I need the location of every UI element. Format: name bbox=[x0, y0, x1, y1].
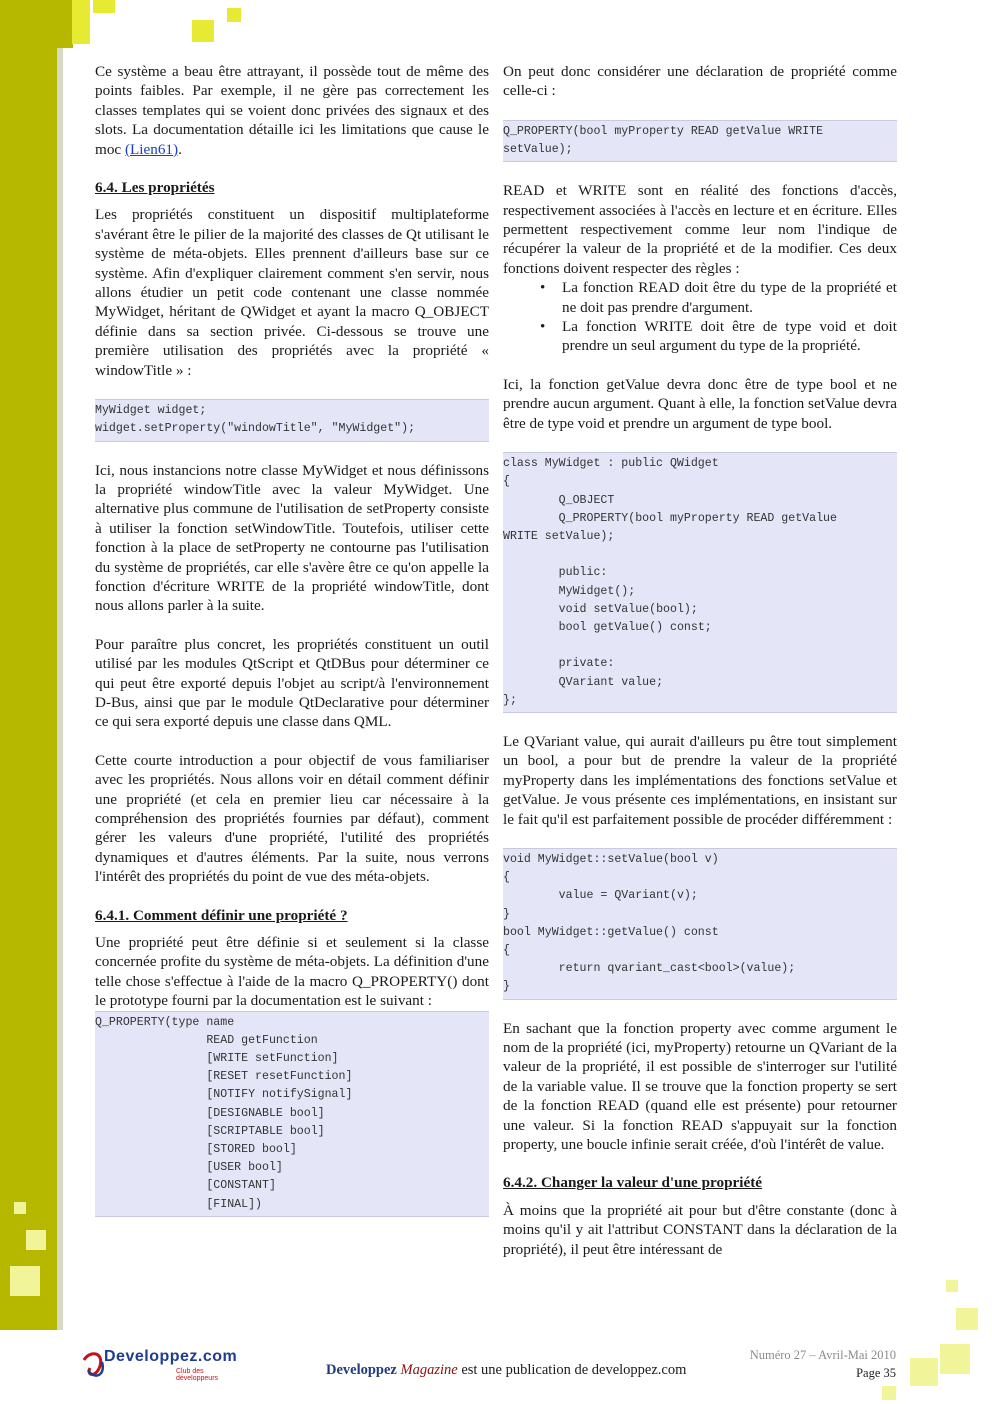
brand-magazine: Magazine bbox=[400, 1362, 458, 1378]
code-block: MyWidget widget; widget.setProperty("windowTitle", "MyWidget"); bbox=[95, 399, 489, 441]
code-block: Q_PROPERTY(type name READ getFunction [WRITE setFunction] [RESET resetFunction] [NOTIFY notifySignal] [DESIGNABLE bool] [SCRIPTABLE bool] [STORED bool] [USER bool] [CONSTANT] [FINAL]) bbox=[95, 1011, 489, 1217]
decor-square bbox=[910, 1358, 938, 1386]
paragraph: Ici, nous instancions notre classe MyWidget et nous définissons la propriété windowTitle avec la valeur MyWidget. Une alternative plus commune de l'utilisation de setProperty consiste à utiliser la fonction setWindowTitle. Toutefois, utiliser cette fonction à la place de setProperty ne contourne pas l'utilisation du système de propriétés, car elle s'avère être ce qu'on appelle la fonction d'écriture WRITE de la propriété windowTitle, dont nous allons parler à la suite. bbox=[95, 461, 489, 615]
decor-square bbox=[10, 1266, 40, 1296]
paragraph: Ici, la fonction getValue devra donc être de type bool et ne prendre aucun argument. Quant à elle, la fonction setValue devra être de type void et prendre un argument de type bool. bbox=[503, 375, 898, 432]
footer-tagline: est une publication de developpez.com bbox=[457, 1362, 687, 1378]
section-heading-6-4-2: 6.4.2. Changer la valeur d'une propriété bbox=[503, 1174, 763, 1192]
decor-square bbox=[882, 1386, 896, 1400]
decor-square bbox=[72, 0, 90, 44]
footer-issue-info bbox=[750, 1346, 896, 1382]
paragraph: Pour paraître plus concret, les propriétés constituent un outil utilisé par les modules QtScript et QtDBus pour déterminer ce qui peut être exporté depuis l'objet au script/à l'environnement D-Bus, ainsi que par le module QtDeclarative pour déterminer ce qui sera exporté depuis une classe dans QML. bbox=[95, 635, 489, 731]
left-column bbox=[95, 62, 489, 1217]
right-column bbox=[503, 62, 897, 1259]
paragraph: Une propriété peut être définie si et seulement si la classe concernée profite du système de méta-objets. La définition d'une telle chose s'effectue à l'aide de la macro Q_PROPERTY() dont le prototype fourni par la documentation est le suivant : bbox=[95, 934, 489, 1010]
lien61-link[interactable]: (Lien61) bbox=[124, 140, 179, 158]
developpez-logo bbox=[80, 1346, 240, 1386]
list-item: • La fonction WRITE doit être de type void et doit prendre un seul argument du type de la propriété. bbox=[540, 317, 897, 356]
logo-subtext: Club des développeurs bbox=[176, 1368, 219, 1382]
paragraph: En sachant que la fonction property avec comme argument le nom de la propriété (ici, myProperty) retourne un QVariant de la valeur de la propriété, il est possible de s'interroger sur l'utilité de la variable value. Il se trouve que la fonction property se sert de la fonction READ (quand elle est présente) pour retourner une valeur. Si la fonction READ s'appuyait sur la fonction property, une boucle infinie serait créée, d'où l'intérêt de value. bbox=[503, 1019, 897, 1154]
paragraph: Ce système a beau être attrayant, il possède tout de même des points faibles. Par exemple, il ne gère pas correctement les classes templates qui se voient donc privées des signaux et des slots. La documentation détaille ici les limitations que cause le moc (Lien61). bbox=[95, 63, 489, 158]
paragraph: Les propriétés constituent un dispositif multiplateforme s'avérant être le pilier de la majorité des classes de Qt utilisant le système de méta-objets. Elles prennent d'ailleurs base sur ce système. Afin d'expliquer clairement comment s'en servir, nous allons étudier un petit code contenant une classe nommée MyWidget, héritant de QWidget et ayant la macro Q_OBJECT définie dans sa section privée. Ci-dessous se trouve une première utilisation des propriétés avec la propriété « windowTitle » : bbox=[95, 206, 489, 379]
decor-square bbox=[93, 0, 115, 13]
decor-square bbox=[14, 1202, 26, 1214]
code-block: class MyWidget : public QWidget { Q_OBJECT Q_PROPERTY(bool myProperty READ getValue WRITE setValue); public: MyWidget(); void setValue(bool); bool getValue() const; private: QVariant value; }; bbox=[503, 452, 897, 713]
paragraph: On peut donc considérer une déclaration de propriété comme celle-ci : bbox=[503, 63, 897, 100]
paragraph: Cette courte introduction a pour objectif de vous familiariser avec les propriétés. Nous allons voir en détail comment définir une propriété (et cela en premier lieu car nécessaire à la compréhension des propriétés fournies par défaut), comment gérer les valeurs d'une propriété, l'utilité des propriétés dynamiques et d'autres éléments. Par la suite, nous verrons l'intérêt des propriétés du point de vue des méta-objets. bbox=[95, 751, 489, 886]
code-block: Q_PROPERTY(bool myProperty READ getValue WRITE setValue); bbox=[503, 120, 897, 162]
code-block: void MyWidget::setValue(bool v) { value = QVariant(v); } bool MyWidget::getValue() const { return qvariant_cast<bool>(value); } bbox=[503, 848, 897, 1000]
issue-number: Numéro 27 – Avril-Mai 2010 bbox=[749, 1348, 896, 1362]
paragraph: À moins que la propriété ait pour but d'être constante (donc à moins qu'il y ait l'attribut CONSTANT dans la déclaration de la propriété), il peut être intéressant de bbox=[503, 1201, 897, 1258]
page-number: Page 35 bbox=[856, 1366, 896, 1380]
decor-square bbox=[946, 1280, 958, 1292]
footer-publication bbox=[326, 1362, 686, 1379]
decor-square bbox=[192, 20, 214, 42]
logo-text: Developpez.com bbox=[104, 1348, 238, 1365]
paragraph: Le QVariant value, qui aurait d'ailleurs pu être tout simplement un bool, a pour but de prendre la valeur de la propriété myProperty dans les implémentations des fonctions setValue et getValue. Je vous présente ces implémentations, en insistant sur le fait qu'il est parfaitement possible de procéder différemment : bbox=[503, 732, 897, 828]
decor-square bbox=[227, 8, 241, 22]
decor-square bbox=[26, 1230, 46, 1250]
paragraph: READ et WRITE sont en réalité des fonctions d'accès, respectivement associées à l'accès en lecture et en écriture. Elles permettent respectivement comme leur nom l'indique de récupérer la valeur de la propriété et de la modifier. Ces deux fonctions doivent respecter des règles : bbox=[503, 182, 897, 277]
list-item: • La fonction READ doit être du type de la propriété et ne doit pas prendre d'argument. bbox=[540, 278, 897, 317]
band-corner bbox=[57, 0, 73, 48]
decor-square bbox=[956, 1308, 978, 1330]
left-decorative-band bbox=[0, 0, 57, 1330]
section-heading-6-4-1: 6.4.1. Comment définir une propriété ? bbox=[95, 906, 348, 924]
section-heading-6-4: 6.4. Les propriétés bbox=[95, 179, 215, 197]
brand-developpez: Developpez bbox=[326, 1362, 397, 1378]
rules-list bbox=[503, 278, 897, 356]
decor-square bbox=[940, 1344, 970, 1374]
band-shadow bbox=[57, 48, 63, 1330]
